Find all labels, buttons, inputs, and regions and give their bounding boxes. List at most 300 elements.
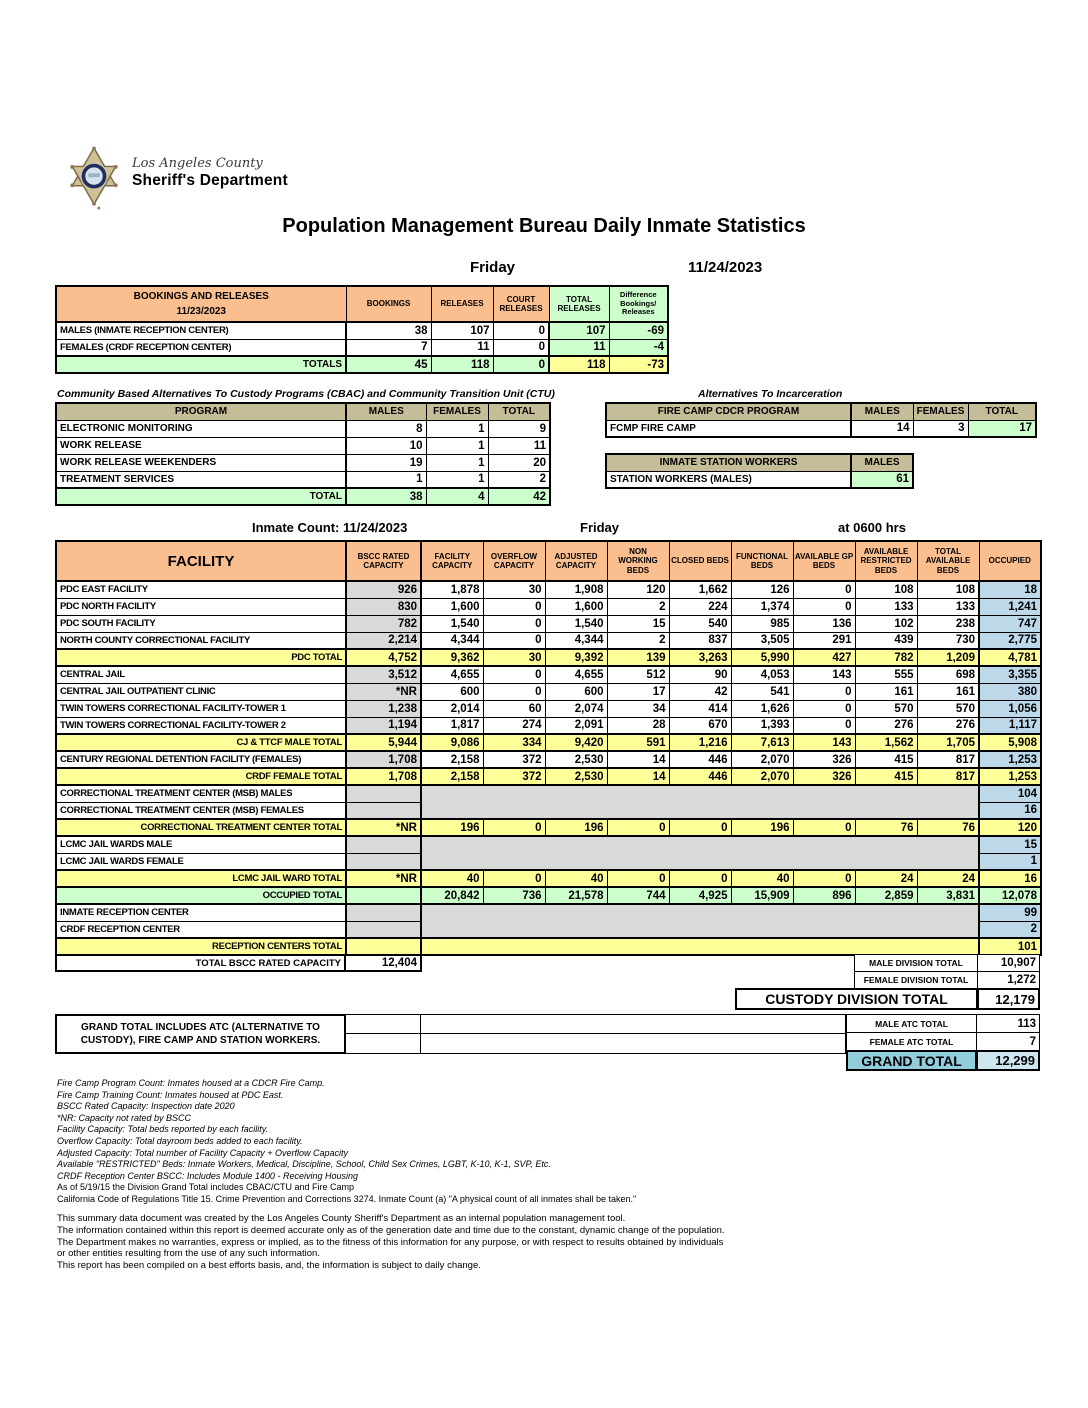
bscc-cell: 3,512 xyxy=(346,666,421,683)
footnote-line: Adjusted Capacity: Total number of Facility Capacity + Overflow Capacity xyxy=(57,1147,349,1158)
occupied-cell: 16 xyxy=(979,802,1041,819)
value-cell: 4,053 xyxy=(731,666,793,683)
column-header: BSCC RATED CAPACITY xyxy=(346,541,421,581)
occupied-cell: 18 xyxy=(979,581,1041,598)
grand-total-note: GRAND TOTAL INCLUDES ATC (ALTERNATIVE TO CUSTODY), FIRE CAMP AND STATION WORKERS. xyxy=(55,1014,346,1054)
totals-label: TOTAL xyxy=(56,488,346,505)
totals-value: 42 xyxy=(488,488,550,505)
value-cell: 372 xyxy=(483,768,545,785)
value-cell: 2,859 xyxy=(855,887,917,904)
value-cell: 0 xyxy=(483,666,545,683)
column-header: PROGRAM xyxy=(56,403,346,420)
footnote-line: Facility Capacity: Total beds reported by each facility. xyxy=(57,1124,269,1135)
value-cell: 570 xyxy=(917,700,979,717)
facility-statistics-table xyxy=(55,540,1042,956)
totals-value: 45 xyxy=(346,356,431,373)
value-cell: 2,530 xyxy=(545,768,607,785)
facility-label: NORTH COUNTY CORRECTIONAL FACILITY xyxy=(56,632,346,649)
column-header: CLOSED BEDS xyxy=(669,541,731,581)
footnote-line: Available "RESTRICTED" Beds: Inmate Workers, Medical, Discipline, School, Child Sex Crimes, LGBT, K-10, K-1, SVP, Etc. xyxy=(57,1159,551,1170)
footnote-line: *NR: Capacity not rated by BSCC xyxy=(57,1112,192,1123)
grand-total-value: 12,299 xyxy=(976,1050,1040,1071)
occupied-cell: 12,078 xyxy=(979,887,1041,904)
value-cell: 837 xyxy=(669,632,731,649)
value-cell: 1 xyxy=(426,454,488,471)
row-label: FCMP FIRE CAMP xyxy=(606,420,851,437)
total-label: OCCUPIED TOTAL xyxy=(56,887,346,904)
facility-total-row xyxy=(56,819,1041,836)
value-cell: 0 xyxy=(793,598,855,615)
inmate-count-label: Inmate Count: 11/24/2023 xyxy=(252,520,408,535)
bookings-title-cell xyxy=(56,286,346,322)
custody-division-total-label: CUSTODY DIVISION TOTAL xyxy=(735,988,978,1010)
column-header: TOTAL xyxy=(968,403,1036,420)
value-cell: 9,362 xyxy=(421,649,483,666)
fire-camp-table xyxy=(605,402,1037,438)
value-cell: 736 xyxy=(483,887,545,904)
bookings-row xyxy=(56,322,668,339)
value-cell: 34 xyxy=(607,700,669,717)
column-header: MALES xyxy=(851,403,913,420)
merged-gray-cell xyxy=(421,921,979,938)
total-bscc-value: 12,404 xyxy=(344,954,422,972)
facility-label: TWIN TOWERS CORRECTIONAL FACILITY-TOWER 1 xyxy=(56,700,346,717)
value-cell: 1,216 xyxy=(669,734,731,751)
bscc-cell xyxy=(346,853,421,870)
header-line: 11/23/2023 xyxy=(176,306,226,317)
value-cell: 10 xyxy=(346,437,426,454)
female-division-total-value: 1,272 xyxy=(977,971,1040,989)
occupied-cell: 4,781 xyxy=(979,649,1041,666)
value-cell: 541 xyxy=(731,683,793,700)
value-cell: 76 xyxy=(855,819,917,836)
value-cell: 0 xyxy=(483,819,545,836)
value-cell: 415 xyxy=(855,751,917,768)
value-cell: 107 xyxy=(549,322,609,339)
value-cell: 143 xyxy=(793,734,855,751)
footnote-line: Overflow Capacity: Total dayroom beds added to each facility. xyxy=(57,1135,303,1146)
value-cell: 24 xyxy=(917,870,979,887)
value-cell: 40 xyxy=(731,870,793,887)
facility-row xyxy=(56,632,1041,649)
header-line: BOOKINGS AND RELEASES xyxy=(133,291,269,302)
occupied-cell: 1,253 xyxy=(979,768,1041,785)
station-header-row xyxy=(606,454,913,471)
value-cell: 15,909 xyxy=(731,887,793,904)
value-cell: 1,662 xyxy=(669,581,731,598)
cbac-total-row xyxy=(56,488,550,505)
column-header: INMATE STATION WORKERS xyxy=(606,454,851,471)
value-cell: 11 xyxy=(549,339,609,356)
disclaimer-line: The information contained within this report is deemed accurate only as of the generation date and time due to the constant, dynamic change of the population. xyxy=(57,1224,725,1236)
value-cell: 0 xyxy=(493,339,549,356)
value-cell: 0 xyxy=(493,322,549,339)
bookings-totals-row xyxy=(56,356,668,373)
row-label: WORK RELEASE xyxy=(56,437,346,454)
value-cell: 414 xyxy=(669,700,731,717)
value-cell: 670 xyxy=(669,717,731,734)
value-cell: 2 xyxy=(488,471,550,488)
value-cell: 3,505 xyxy=(731,632,793,649)
value-cell: 3,831 xyxy=(917,887,979,904)
grand-gray-cell xyxy=(345,1033,421,1054)
value-cell: 1,908 xyxy=(545,581,607,598)
female-atc-total-label: FEMALE ATC TOTAL xyxy=(846,1032,977,1051)
value-cell: 196 xyxy=(421,819,483,836)
value-cell: 9 xyxy=(488,420,550,437)
sheriff-star-badge-icon xyxy=(64,146,124,212)
value-cell: 14 xyxy=(851,420,913,437)
merged-gray-cell xyxy=(421,836,979,853)
column-header: FEMALES xyxy=(426,403,488,420)
occupied-cell: 1,241 xyxy=(979,598,1041,615)
facility-row xyxy=(56,581,1041,598)
value-cell: 3 xyxy=(913,420,968,437)
facility-total-row xyxy=(56,649,1041,666)
value-cell: 21,578 xyxy=(545,887,607,904)
value-cell: 24 xyxy=(855,870,917,887)
facility-row xyxy=(56,683,1041,700)
value-cell: 2,070 xyxy=(731,768,793,785)
totals-value: 4 xyxy=(426,488,488,505)
value-cell: 1,209 xyxy=(917,649,979,666)
merged-gray-cell xyxy=(421,785,979,802)
bscc-cell: *NR xyxy=(346,819,421,836)
facility-label: CENTRAL JAIL OUTPATIENT CLINIC xyxy=(56,683,346,700)
column-header: FEMALES xyxy=(913,403,968,420)
value-cell: 782 xyxy=(855,649,917,666)
bscc-cell xyxy=(346,904,421,921)
row-label: ELECTRONIC MONITORING xyxy=(56,420,346,437)
value-cell: 5,990 xyxy=(731,649,793,666)
disclaimer-line: This report has been compiled on a best efforts basis, and, the information is subject to daily change. xyxy=(57,1260,481,1272)
value-cell: 1,817 xyxy=(421,717,483,734)
facility-label: LCMC JAIL WARDS FEMALE xyxy=(56,853,346,870)
value-cell: 555 xyxy=(855,666,917,683)
facility-row xyxy=(56,666,1041,683)
bscc-cell xyxy=(346,836,421,853)
bscc-cell: 830 xyxy=(346,598,421,615)
value-cell: 1 xyxy=(346,471,426,488)
value-cell: 4,655 xyxy=(421,666,483,683)
footnote-line: BSCC Rated Capacity: Inspection date 2020 xyxy=(57,1101,235,1112)
total-label: PDC TOTAL xyxy=(56,649,346,666)
facility-label: CENTURY REGIONAL DETENTION FACILITY (FEMALES) xyxy=(56,751,346,768)
value-cell: 9,086 xyxy=(421,734,483,751)
value-cell: 0 xyxy=(793,870,855,887)
value-cell: -69 xyxy=(609,322,668,339)
value-cell: 238 xyxy=(917,615,979,632)
bscc-cell: 782 xyxy=(346,615,421,632)
logo-dept-text: Sheriff's Department xyxy=(132,172,288,189)
value-cell: 0 xyxy=(793,700,855,717)
value-cell: 446 xyxy=(669,768,731,785)
value-cell: 11 xyxy=(488,437,550,454)
facility-total-row xyxy=(56,887,1041,904)
value-cell: 1 xyxy=(426,420,488,437)
row-label: TREATMENT SERVICES xyxy=(56,471,346,488)
bscc-cell: 1,238 xyxy=(346,700,421,717)
page-title: Population Management Bureau Daily Inmate Statistics xyxy=(282,215,806,237)
value-cell: 1,600 xyxy=(545,598,607,615)
value-cell: 276 xyxy=(917,717,979,734)
facility-label: PDC EAST FACILITY xyxy=(56,581,346,598)
logo-county-text: Los Angeles County xyxy=(132,156,263,171)
value-cell: 817 xyxy=(917,751,979,768)
value-cell: 439 xyxy=(855,632,917,649)
totals-label: TOTALS xyxy=(56,356,346,373)
report-date: 11/24/2023 xyxy=(688,259,763,276)
value-cell: 0 xyxy=(483,870,545,887)
facility-row xyxy=(56,700,1041,717)
value-cell: 2,530 xyxy=(545,751,607,768)
facility-label: CENTRAL JAIL xyxy=(56,666,346,683)
column-header: COURT RELEASES xyxy=(493,286,549,322)
facility-row xyxy=(56,615,1041,632)
bscc-cell xyxy=(346,785,421,802)
cbac-row xyxy=(56,471,550,488)
custody-division-total-value: 12,179 xyxy=(977,988,1040,1010)
footnote-line: Fire Camp Program Count: Inmates housed at a CDCR Fire Camp. xyxy=(57,1078,325,1088)
value-cell: 334 xyxy=(483,734,545,751)
value-cell: 985 xyxy=(731,615,793,632)
column-header: OCCUPIED xyxy=(979,541,1041,581)
occupied-cell: 1 xyxy=(979,853,1041,870)
value-cell: 0 xyxy=(483,683,545,700)
value-cell: 291 xyxy=(793,632,855,649)
facility-label: PDC SOUTH FACILITY xyxy=(56,615,346,632)
bscc-cell xyxy=(346,887,421,904)
bookings-header-row xyxy=(56,286,668,322)
cbac-title: Community Based Alternatives To Custody Programs (CBAC) and Community Transition Unit (CTU) xyxy=(57,388,555,400)
disclaimer xyxy=(57,1213,777,1272)
value-cell: 0 xyxy=(793,683,855,700)
value-cell: 326 xyxy=(793,751,855,768)
bscc-cell xyxy=(346,938,421,955)
facility-label: PDC NORTH FACILITY xyxy=(56,598,346,615)
value-cell: 136 xyxy=(793,615,855,632)
value-cell: 2,070 xyxy=(731,751,793,768)
value-cell: 133 xyxy=(917,598,979,615)
value-cell: 61 xyxy=(851,471,913,488)
disclaimer-line: or other entities resulting from the use of any such information. xyxy=(57,1248,320,1260)
value-cell: 512 xyxy=(607,666,669,683)
value-cell: 108 xyxy=(917,581,979,598)
value-cell: 1,374 xyxy=(731,598,793,615)
female-division-total-label: FEMALE DIVISION TOTAL xyxy=(854,971,978,989)
value-cell: 107 xyxy=(431,322,493,339)
occupied-cell: 2,775 xyxy=(979,632,1041,649)
value-cell: 0 xyxy=(793,717,855,734)
value-cell: 19 xyxy=(346,454,426,471)
facility-total-row xyxy=(56,734,1041,751)
value-cell: 427 xyxy=(793,649,855,666)
totals-value: 118 xyxy=(431,356,493,373)
cbac-header-row xyxy=(56,403,550,420)
totals-value: 0 xyxy=(493,356,549,373)
bscc-cell: *NR xyxy=(346,683,421,700)
footnote-line: Fire Camp Training Count: Inmates housed at PDC East. xyxy=(57,1089,284,1100)
value-cell: 126 xyxy=(731,581,793,598)
value-cell: 3,263 xyxy=(669,649,731,666)
value-cell: 1,705 xyxy=(917,734,979,751)
value-cell: 2 xyxy=(607,632,669,649)
value-cell: 1 xyxy=(426,471,488,488)
grand-gray-cell xyxy=(345,1014,421,1034)
column-header: TOTAL AVAILABLE BEDS xyxy=(917,541,979,581)
value-cell: 698 xyxy=(917,666,979,683)
cbac-row xyxy=(56,454,550,471)
bscc-cell xyxy=(346,921,421,938)
value-cell: 139 xyxy=(607,649,669,666)
value-cell: 40 xyxy=(421,870,483,887)
footnote-line: California Code of Regulations Title 15. Crime Prevention and Corrections 3274. Inmate Count (a) "A physical count of all inmates shall be taken." xyxy=(57,1193,637,1204)
station-row xyxy=(606,471,913,488)
value-cell: 2,014 xyxy=(421,700,483,717)
value-cell: 730 xyxy=(917,632,979,649)
column-header: MALES xyxy=(346,403,426,420)
occupied-cell: 1,117 xyxy=(979,717,1041,734)
row-label: FEMALES (CRDF RECEPTION CENTER) xyxy=(56,339,346,356)
value-cell: 42 xyxy=(669,683,731,700)
total-label: LCMC JAIL WARD TOTAL xyxy=(56,870,346,887)
footnotes xyxy=(57,1078,757,1206)
facility-label: TWIN TOWERS CORRECTIONAL FACILITY-TOWER 2 xyxy=(56,717,346,734)
column-header: AVAILABLE RESTRICTED BEDS xyxy=(855,541,917,581)
value-cell: 1,393 xyxy=(731,717,793,734)
value-cell: 446 xyxy=(669,751,731,768)
value-cell: 14 xyxy=(607,768,669,785)
totals-value: 38 xyxy=(346,488,426,505)
value-cell: 9,392 xyxy=(545,649,607,666)
value-cell: 372 xyxy=(483,751,545,768)
value-cell: 161 xyxy=(855,683,917,700)
male-division-total-label: MALE DIVISION TOTAL xyxy=(854,954,978,972)
value-cell: 540 xyxy=(669,615,731,632)
grand-gray-band xyxy=(420,1033,846,1054)
value-cell: 20 xyxy=(488,454,550,471)
value-cell: 17 xyxy=(968,420,1036,437)
column-header: FIRE CAMP CDCR PROGRAM xyxy=(606,403,851,420)
merged-gray-cell xyxy=(421,904,979,921)
value-cell: 60 xyxy=(483,700,545,717)
bookings-releases-table xyxy=(55,285,669,374)
value-cell: 14 xyxy=(607,751,669,768)
bscc-cell: 1,708 xyxy=(346,751,421,768)
value-cell: 28 xyxy=(607,717,669,734)
disclaimer-line: This summary data document was created by the Los Angeles County Sheriff's Department as an internal population management tool. xyxy=(57,1213,626,1224)
bscc-cell: 926 xyxy=(346,581,421,598)
merged-cell xyxy=(421,938,979,955)
total-bscc-label: TOTAL BSCC RATED CAPACITY xyxy=(55,954,346,972)
value-cell: 2,158 xyxy=(421,751,483,768)
value-cell: -4 xyxy=(609,339,668,356)
total-label: CORRECTIONAL TREATMENT CENTER TOTAL xyxy=(56,819,346,836)
sheriff-logo xyxy=(64,146,288,212)
occupied-cell: 380 xyxy=(979,683,1041,700)
facility-header-row xyxy=(56,541,1041,581)
occupied-cell: 1,253 xyxy=(979,751,1041,768)
occupied-cell: 104 xyxy=(979,785,1041,802)
bscc-cell: *NR xyxy=(346,870,421,887)
value-cell: 0 xyxy=(483,615,545,632)
value-cell: 2 xyxy=(607,598,669,615)
occupied-cell: 5,908 xyxy=(979,734,1041,751)
report-day: Friday xyxy=(470,259,516,276)
merged-gray-cell xyxy=(421,853,979,870)
bscc-cell: 1,708 xyxy=(346,768,421,785)
value-cell: 2,091 xyxy=(545,717,607,734)
occupied-cell: 2 xyxy=(979,921,1041,938)
value-cell: 2,074 xyxy=(545,700,607,717)
male-division-total-value: 10,907 xyxy=(977,954,1040,972)
disclaimer-line: The Department makes no warranties, express or implied, as to the fitness of this information for any purpose, or with respect to results obtained by individuals xyxy=(57,1236,724,1248)
occupied-cell: 1,056 xyxy=(979,700,1041,717)
facility-total-row xyxy=(56,938,1041,955)
occupied-cell: 99 xyxy=(979,904,1041,921)
inmate-count-time: at 0600 hrs xyxy=(838,520,906,535)
bscc-cell: 4,752 xyxy=(346,649,421,666)
value-cell: 8 xyxy=(346,420,426,437)
total-label: CJ & TTCF MALE TOTAL xyxy=(56,734,346,751)
facility-gray-row xyxy=(56,921,1041,938)
facility-gray-row xyxy=(56,785,1041,802)
occupied-cell: 120 xyxy=(979,819,1041,836)
facility-column-header: FACILITY xyxy=(56,541,346,581)
facility-gray-row xyxy=(56,836,1041,853)
footnote-line: CRDF Reception Center BSCC: Includes Module 1400 - Receiving Housing xyxy=(57,1170,358,1181)
value-cell: 600 xyxy=(545,683,607,700)
facility-gray-row xyxy=(56,904,1041,921)
male-atc-total-label: MALE ATC TOTAL xyxy=(846,1014,977,1033)
value-cell: 0 xyxy=(669,870,731,887)
facility-gray-row xyxy=(56,853,1041,870)
value-cell: 11 xyxy=(431,339,493,356)
value-cell: 7,613 xyxy=(731,734,793,751)
occupied-cell: 15 xyxy=(979,836,1041,853)
value-cell: 108 xyxy=(855,581,917,598)
value-cell: 896 xyxy=(793,887,855,904)
bscc-cell: 5,944 xyxy=(346,734,421,751)
totals-value: 118 xyxy=(549,356,609,373)
value-cell: 570 xyxy=(855,700,917,717)
row-label: STATION WORKERS (MALES) xyxy=(606,471,851,488)
facility-row xyxy=(56,751,1041,768)
occupied-cell: 16 xyxy=(979,870,1041,887)
value-cell: 415 xyxy=(855,768,917,785)
column-header: NON WORKING BEDS xyxy=(607,541,669,581)
facility-total-row xyxy=(56,870,1041,887)
station-workers-table xyxy=(605,453,914,489)
bscc-cell xyxy=(346,802,421,819)
facility-total-row xyxy=(56,768,1041,785)
value-cell: 0 xyxy=(607,870,669,887)
value-cell: 40 xyxy=(545,870,607,887)
facility-label: INMATE RECEPTION CENTER xyxy=(56,904,346,921)
totals-value: -73 xyxy=(609,356,668,373)
value-cell: 196 xyxy=(545,819,607,836)
column-header: OVERFLOW CAPACITY xyxy=(483,541,545,581)
value-cell: 15 xyxy=(607,615,669,632)
occupied-cell: 3,355 xyxy=(979,666,1041,683)
value-cell: 4,925 xyxy=(669,887,731,904)
value-cell: 20,842 xyxy=(421,887,483,904)
value-cell: 1,562 xyxy=(855,734,917,751)
value-cell: 817 xyxy=(917,768,979,785)
total-label: RECEPTION CENTERS TOTAL xyxy=(56,938,346,955)
female-atc-total-value: 7 xyxy=(976,1032,1040,1051)
value-cell: 0 xyxy=(793,819,855,836)
